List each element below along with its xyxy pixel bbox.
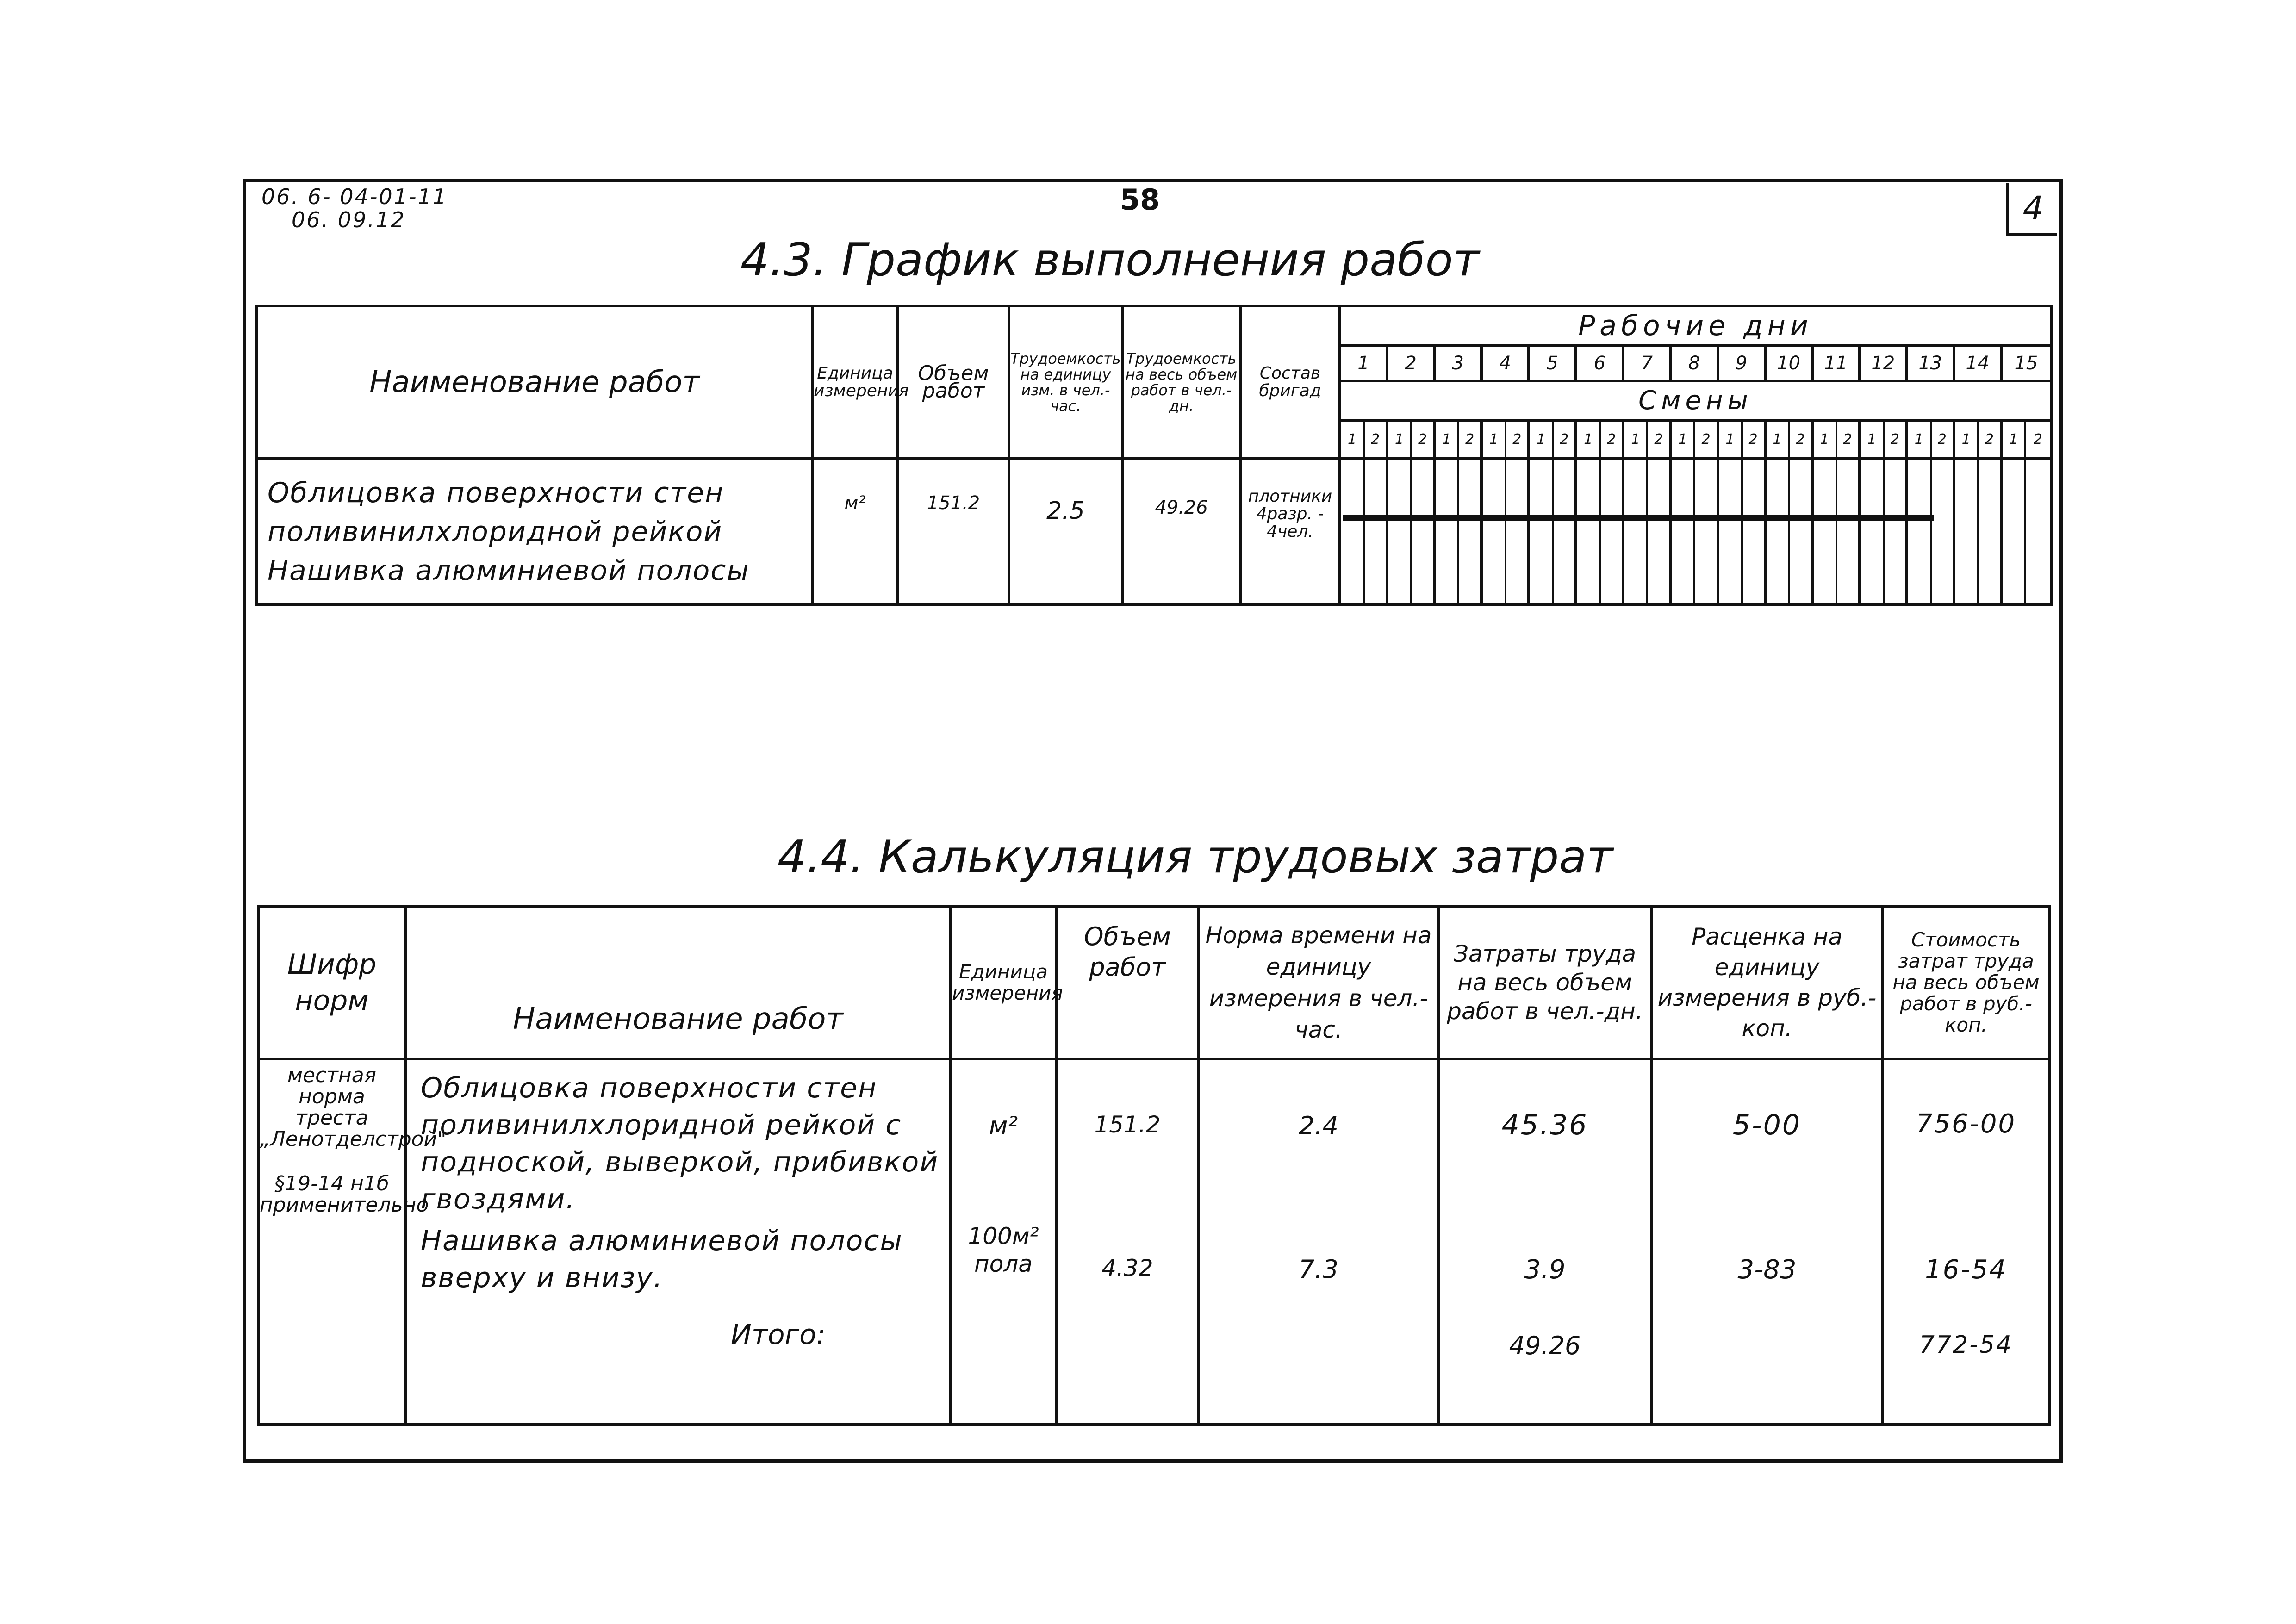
day-cell: 5 bbox=[1530, 347, 1577, 380]
schedule-table bbox=[255, 305, 2053, 606]
shift-cell: 1 bbox=[1483, 422, 1506, 457]
day-cell: 6 bbox=[1577, 347, 1624, 380]
shift-cell: 1 bbox=[1908, 422, 1932, 457]
calc-row1-labor: 45.36 bbox=[1501, 1109, 1588, 1141]
gantt-column bbox=[1483, 460, 1506, 603]
days-row bbox=[1341, 347, 2050, 382]
gantt-column bbox=[1932, 460, 1955, 603]
gantt-column bbox=[1459, 460, 1483, 603]
schedule-header-labor-unit: Трудоемкость на единицу изм. в чел.-час. bbox=[1009, 306, 1122, 459]
calc-row1-norm: 2.4 bbox=[1299, 1111, 1338, 1140]
shift-cell: 1 bbox=[1436, 422, 1459, 457]
calc-row2-name: Нашивка алюминиевой полосы вверху и внизу. bbox=[421, 1225, 903, 1294]
shift-cell: 2 bbox=[1648, 422, 1672, 457]
calc-code-2: §19-14 н1б применительно bbox=[260, 1172, 429, 1217]
shifts-label: Смены bbox=[1341, 382, 2050, 422]
gantt-column bbox=[1955, 460, 1979, 603]
calc-header-volume: Объем работ bbox=[1056, 906, 1199, 1059]
calc-rates-cell bbox=[1651, 1059, 1883, 1425]
calc-header-labor: Затраты труда на весь объем работ в чел.-дн. bbox=[1438, 906, 1651, 1059]
calc-total-labor: 49.26 bbox=[1509, 1331, 1581, 1360]
schedule-header-crew: Состав бригад bbox=[1240, 306, 1340, 459]
schedule-row-volume: 151.2 bbox=[898, 459, 1009, 604]
shift-cell: 1 bbox=[1577, 422, 1601, 457]
gantt-column bbox=[1388, 460, 1412, 603]
schedule-header-name: Наименование работ bbox=[257, 306, 812, 459]
day-cell: 8 bbox=[1672, 347, 1719, 380]
day-cell: 10 bbox=[1767, 347, 1814, 380]
calc-total-cost: 772-54 bbox=[1919, 1331, 2013, 1359]
calc-row1-rate: 5-00 bbox=[1732, 1109, 1802, 1141]
calc-header-cost: Стоимость затрат труда на весь объем работ в руб.-коп. bbox=[1883, 906, 2049, 1059]
gantt-column bbox=[1648, 460, 1672, 603]
shift-cell: 2 bbox=[1885, 422, 1908, 457]
calc-header-code: Шифр норм bbox=[258, 906, 405, 1059]
shift-cell: 2 bbox=[1979, 422, 2003, 457]
document-code bbox=[261, 185, 448, 231]
gantt-column bbox=[1790, 460, 1814, 603]
page-number: 58 bbox=[1120, 183, 1160, 217]
calc-header-norm: Норма времени на единицу измерения в чел.-час. bbox=[1199, 906, 1438, 1059]
shift-cell: 2 bbox=[1743, 422, 1767, 457]
gantt-column bbox=[1743, 460, 1767, 603]
calc-row1-name: Облицовка поверхности стен поливинилхлоридной рейкой с подноской, выверкой, прибивкой гвоздями. bbox=[421, 1072, 939, 1215]
shift-cell: 1 bbox=[1719, 422, 1743, 457]
gantt-grid bbox=[1341, 460, 2050, 603]
schedule-row-name: Облицовка поверхности стен поливинилхлоридной рейкой Нашивка алюминиевой полосы bbox=[257, 459, 812, 604]
shift-cell: 1 bbox=[2003, 422, 2026, 457]
sheet-number: 4 bbox=[2006, 183, 2057, 236]
working-days-label: Рабочие дни bbox=[1341, 307, 2050, 347]
document-code-line1: 06. 6- 04-01-11 bbox=[261, 184, 448, 209]
gantt-column bbox=[1719, 460, 1743, 603]
day-cell: 7 bbox=[1624, 347, 1672, 380]
shift-cell: 2 bbox=[1365, 422, 1388, 457]
shift-cell: 1 bbox=[1341, 422, 1365, 457]
calc-row1-cost: 756-00 bbox=[1916, 1109, 2016, 1139]
calculation-table bbox=[257, 905, 2051, 1426]
calc-names-cell bbox=[405, 1059, 951, 1425]
calc-volumes-cell bbox=[1056, 1059, 1199, 1425]
shift-cell: 1 bbox=[1767, 422, 1790, 457]
day-cell: 12 bbox=[1861, 347, 1908, 380]
day-cell: 15 bbox=[2014, 353, 2038, 374]
shift-cell: 2 bbox=[1459, 422, 1483, 457]
calc-row2-volume: 4.32 bbox=[1101, 1255, 1153, 1282]
calc-row2-unit: 100м² пола bbox=[968, 1223, 1039, 1277]
calc-row1-unit: м² bbox=[989, 1111, 1018, 1140]
shift-cell: 2 bbox=[2033, 431, 2042, 448]
gantt-bar bbox=[1343, 515, 1934, 521]
gantt-column bbox=[2003, 460, 2026, 603]
day-cell: 4 bbox=[1483, 347, 1530, 380]
schedule-header-unit: Единица измерения bbox=[812, 306, 898, 459]
gantt-column bbox=[1837, 460, 1861, 603]
calc-code-1: местная норма треста „Ленотделстрой" bbox=[260, 1064, 447, 1151]
gantt-column bbox=[1979, 460, 2003, 603]
calc-units-cell bbox=[951, 1059, 1056, 1425]
day-cell: 3 bbox=[1436, 347, 1483, 380]
gantt-column bbox=[1672, 460, 1695, 603]
calc-row2-rate: 3-83 bbox=[1737, 1255, 1797, 1285]
calculation-title: 4.4. Калькуляция трудовых затрат bbox=[778, 831, 1613, 884]
shift-cell: 1 bbox=[1530, 422, 1554, 457]
gantt-column bbox=[1601, 460, 1624, 603]
shift-cell: 2 bbox=[1554, 422, 1577, 457]
shift-cell: 2 bbox=[1695, 422, 1719, 457]
calc-header-name: Наименование работ bbox=[405, 906, 951, 1059]
gantt-column bbox=[1624, 460, 1648, 603]
shift-cell: 1 bbox=[1388, 422, 1412, 457]
gantt-column bbox=[1861, 460, 1885, 603]
shift-cell: 1 bbox=[1861, 422, 1885, 457]
shift-cell: 2 bbox=[1412, 422, 1436, 457]
shift-cell: 1 bbox=[1624, 422, 1648, 457]
schedule-header-volume: Объем работ bbox=[898, 306, 1009, 459]
calc-costs-cell bbox=[1883, 1059, 2049, 1425]
gantt-column bbox=[2026, 460, 2050, 603]
gantt-column bbox=[1530, 460, 1554, 603]
gantt-column bbox=[1341, 460, 1365, 603]
gantt-column bbox=[1365, 460, 1388, 603]
shift-cell: 1 bbox=[1955, 422, 1979, 457]
calc-header-rate: Расценка на единицу измерения в руб.-коп. bbox=[1651, 906, 1883, 1059]
gantt-column bbox=[1577, 460, 1601, 603]
schedule-header-labor-total: Трудоемкость на весь объем работ в чел.-дн. bbox=[1122, 306, 1240, 459]
gantt-column bbox=[1885, 460, 1908, 603]
day-cell: 14 bbox=[1955, 347, 2003, 380]
shift-cell: 2 bbox=[1601, 422, 1624, 457]
gantt-column bbox=[1554, 460, 1577, 603]
calc-norms-cell bbox=[1199, 1059, 1438, 1425]
shift-cell: 2 bbox=[1506, 422, 1530, 457]
gantt-area bbox=[1340, 459, 2051, 604]
document-code-line2: 06. 09.12 bbox=[292, 207, 406, 232]
calc-row2-norm: 7.3 bbox=[1299, 1255, 1338, 1284]
calc-row2-labor: 3.9 bbox=[1524, 1255, 1566, 1285]
calc-labor-cell bbox=[1438, 1059, 1651, 1425]
schedule-row-labor-unit: 2.5 bbox=[1009, 459, 1122, 604]
schedule-row-unit: м² bbox=[812, 459, 898, 604]
schedule-row-crew: плотники 4разр. - 4чел. bbox=[1240, 459, 1340, 604]
calc-header-unit: Единица измерения bbox=[951, 906, 1056, 1059]
gantt-column bbox=[1506, 460, 1530, 603]
day-cell: 9 bbox=[1719, 347, 1767, 380]
calc-row1-volume: 151.2 bbox=[1094, 1111, 1161, 1138]
day-cell: 2 bbox=[1388, 347, 1436, 380]
schedule-row-labor-total: 49.26 bbox=[1122, 459, 1240, 604]
shift-cell: 1 bbox=[1814, 422, 1837, 457]
calc-total-label: Итого: bbox=[731, 1319, 826, 1351]
shift-cell: 2 bbox=[1790, 422, 1814, 457]
calc-row2-cost: 16-54 bbox=[1925, 1255, 2007, 1285]
calc-code-cell bbox=[258, 1059, 447, 1425]
shift-cell: 1 bbox=[1672, 422, 1695, 457]
day-cell: 11 bbox=[1814, 347, 1861, 380]
gantt-column bbox=[1814, 460, 1837, 603]
schedule-title: 4.3. График выполнения работ bbox=[740, 234, 1480, 286]
gantt-column bbox=[1908, 460, 1932, 603]
gantt-column bbox=[1412, 460, 1436, 603]
gantt-column bbox=[1767, 460, 1790, 603]
shift-cell: 2 bbox=[1932, 422, 1955, 457]
gantt-column bbox=[1436, 460, 1459, 603]
shifts-row bbox=[1341, 422, 2050, 457]
day-cell: 13 bbox=[1908, 347, 1955, 380]
shift-cell: 2 bbox=[1837, 422, 1861, 457]
day-cell: 1 bbox=[1341, 347, 1388, 380]
schedule-header-days-block bbox=[1340, 306, 2051, 459]
gantt-column bbox=[1695, 460, 1719, 603]
